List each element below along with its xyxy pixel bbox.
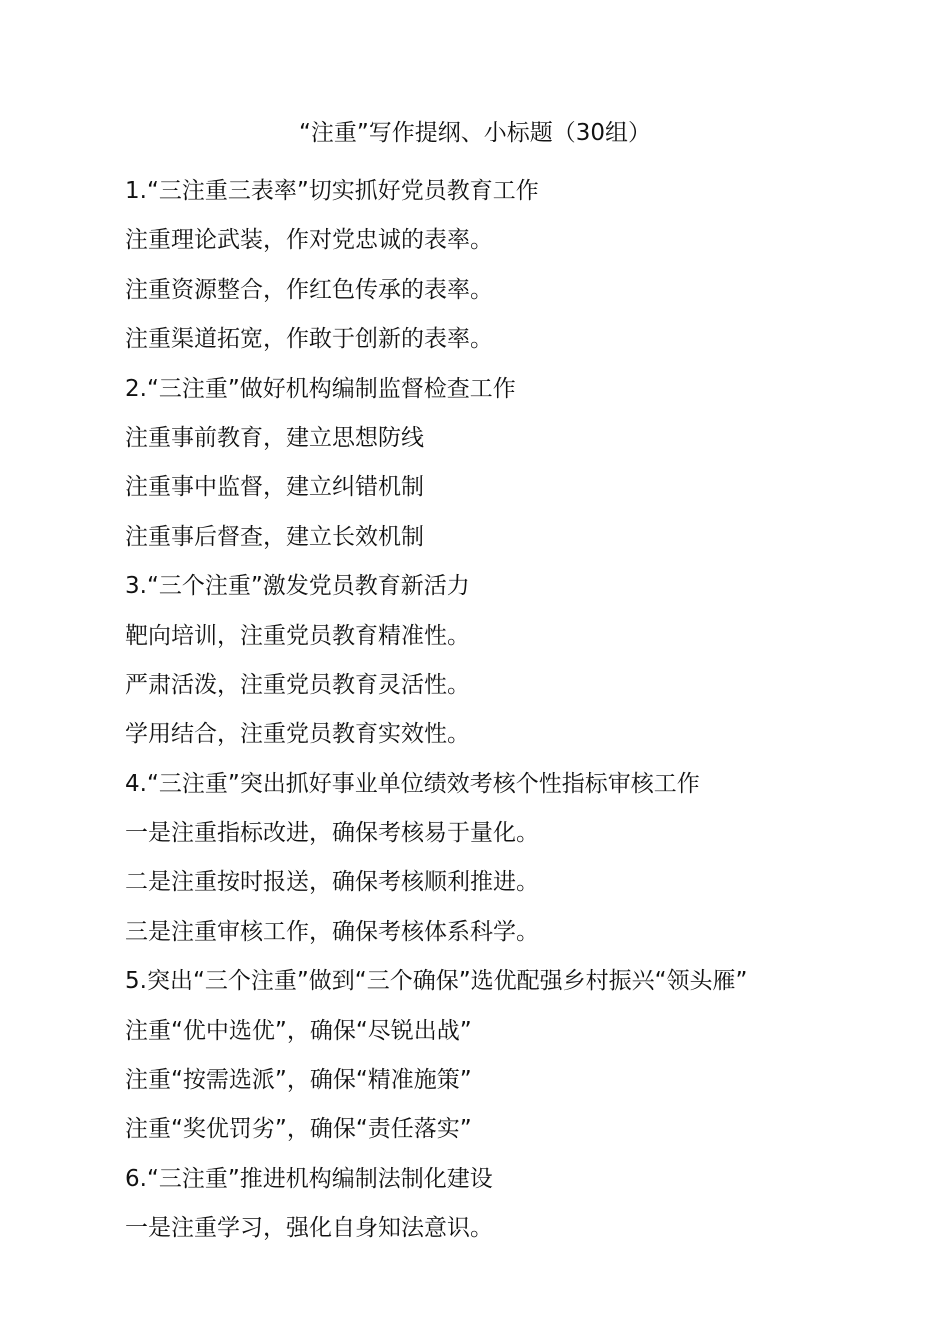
text-line: 注重事中监督，建立纠错机制 [125,474,424,501]
text-line: 一是注重指标改进，确保考核易于量化。 [125,820,539,847]
heading-1: 1.“三注重三表率”切实抓好党员教育工作 [125,178,539,204]
heading-3: 3.“三个注重”激发党员教育新活力 [125,573,470,600]
heading-2: 2.“三注重”做好机构编制监督检查工作 [125,375,516,402]
text-line: 注重事后督查，建立长效机制 [125,523,424,550]
heading-5: 5.突出“三个注重”做到“三个确保”选优配强乡村振兴“领头雁” [125,968,748,995]
text-line: 学用结合，注重党员教育实效性。 [125,721,470,748]
text-line: 一是注重学习，强化自身知法意识。 [125,1215,493,1242]
text-line: 注重“奖优罚劣”，确保“责任落实” [125,1116,472,1143]
heading-6: 6.“三注重”推进机构编制法制化建设 [125,1165,493,1192]
text-line: 靶向培训，注重党员教育精准性。 [125,622,470,649]
text-line: 注重事前教育，建立思想防线 [125,424,424,451]
text-line: 三是注重审核工作，确保考核体系科学。 [125,918,539,945]
heading-4: 4.“三注重”突出抓好事业单位绩效考核个性指标审核工作 [125,770,700,797]
document-title: “注重”写作提纲、小标题（30组） [298,120,652,146]
text-line: 严肃活泼，注重党员教育灵活性。 [125,671,470,698]
text-line: 二是注重按时报送，确保考核顺利推进。 [125,869,539,896]
text-line: 注重渠道拓宽，作敢于创新的表率。 [125,326,493,353]
text-line: 注重资源整合，作红色传承的表率。 [125,276,493,303]
document-body [125,174,925,1261]
text-line: 注重理论武装，作对党忠诚的表率。 [125,227,493,254]
text-line: 注重“优中选优”，确保“尽锐出战” [125,1017,472,1044]
text-line: 注重“按需选派”，确保“精准施策” [125,1067,472,1094]
